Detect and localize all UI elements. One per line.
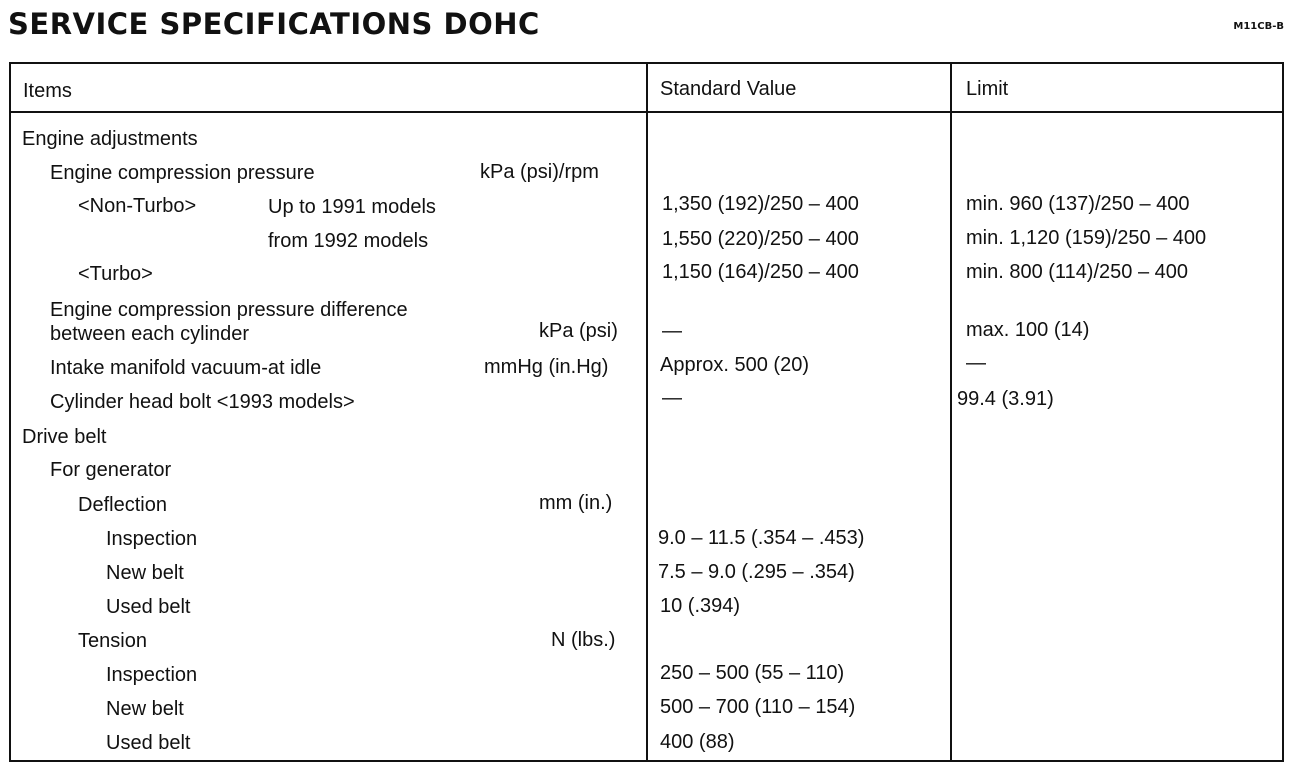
limit-head-bolt: 99.4 (3.91) — [957, 388, 1054, 410]
column-divider — [646, 64, 648, 760]
row-for-generator: For generator — [50, 459, 172, 481]
header-divider — [11, 111, 1282, 113]
row-tension: Tension — [78, 630, 147, 652]
row-manifold-vacuum: Intake manifold vacuum-at idle — [50, 357, 322, 379]
row-engine-adjustments: Engine adjustments — [22, 128, 198, 150]
row-drive-belt: Drive belt — [22, 426, 107, 448]
row-tension-new-belt: New belt — [106, 698, 184, 720]
row-compression-pressure: Engine compression pressure — [50, 162, 315, 184]
page-title: SERVICE SPECIFICATIONS DOHC — [8, 7, 540, 41]
std-difference: — — [662, 320, 682, 342]
row-pressure-difference-cont: between each cylinder — [50, 323, 250, 345]
document-code: M11CB-B — [1233, 21, 1284, 32]
row-from-1992: from 1992 models — [268, 230, 429, 252]
limit-vacuum: — — [966, 352, 986, 374]
std-tension-new-belt: 500 – 700 (110 – 154) — [660, 696, 856, 718]
limit-up-to-1991: min. 960 (137)/250 – 400 — [966, 193, 1190, 215]
row-tension-used-belt: Used belt — [106, 732, 191, 754]
unit-vacuum: mmHg (in.Hg) — [484, 356, 609, 378]
unit-compression: kPa (psi)/rpm — [480, 161, 599, 183]
limit-difference: max. 100 (14) — [966, 319, 1090, 341]
row-cylinder-head-bolt: Cylinder head bolt <1993 models> — [50, 391, 355, 413]
limit-from-1992: min. 1,120 (159)/250 – 400 — [966, 227, 1207, 249]
row-tension-inspection: Inspection — [106, 664, 198, 686]
label-turbo: <Turbo> — [78, 263, 153, 285]
std-deflection-new-belt: 7.5 – 9.0 (.295 – .354) — [658, 561, 855, 583]
row-up-to-1991: Up to 1991 models — [268, 196, 436, 218]
std-head-bolt: — — [662, 387, 682, 409]
std-deflection-inspection: 9.0 – 11.5 (.354 – .453) — [658, 527, 865, 549]
label-non-turbo: <Non-Turbo> — [78, 195, 197, 217]
row-deflection-inspection: Inspection — [106, 528, 198, 550]
row-deflection-new-belt: New belt — [106, 562, 184, 584]
unit-difference: kPa (psi) — [539, 320, 618, 342]
column-divider — [950, 64, 952, 760]
spec-table — [9, 62, 1284, 762]
std-deflection-used-belt: 10 (.394) — [660, 595, 741, 617]
column-header-standard: Standard Value — [660, 78, 797, 100]
row-deflection: Deflection — [78, 494, 167, 516]
std-up-to-1991: 1,350 (192)/250 – 400 — [662, 193, 859, 215]
std-vacuum: Approx. 500 (20) — [660, 354, 809, 376]
limit-turbo: min. 800 (114)/250 – 400 — [966, 261, 1189, 283]
unit-tension: N (lbs.) — [551, 629, 616, 651]
row-deflection-used-belt: Used belt — [106, 596, 191, 618]
column-header-limit: Limit — [966, 78, 1009, 100]
std-tension-inspection: 250 – 500 (55 – 110) — [660, 662, 845, 684]
column-header-items: Items — [23, 80, 72, 102]
std-turbo: 1,150 (164)/250 – 400 — [662, 261, 859, 283]
std-tension-used-belt: 400 (88) — [660, 731, 735, 753]
unit-deflection: mm (in.) — [539, 492, 613, 514]
row-pressure-difference: Engine compression pressure difference — [50, 299, 408, 321]
std-from-1992: 1,550 (220)/250 – 400 — [662, 228, 859, 250]
